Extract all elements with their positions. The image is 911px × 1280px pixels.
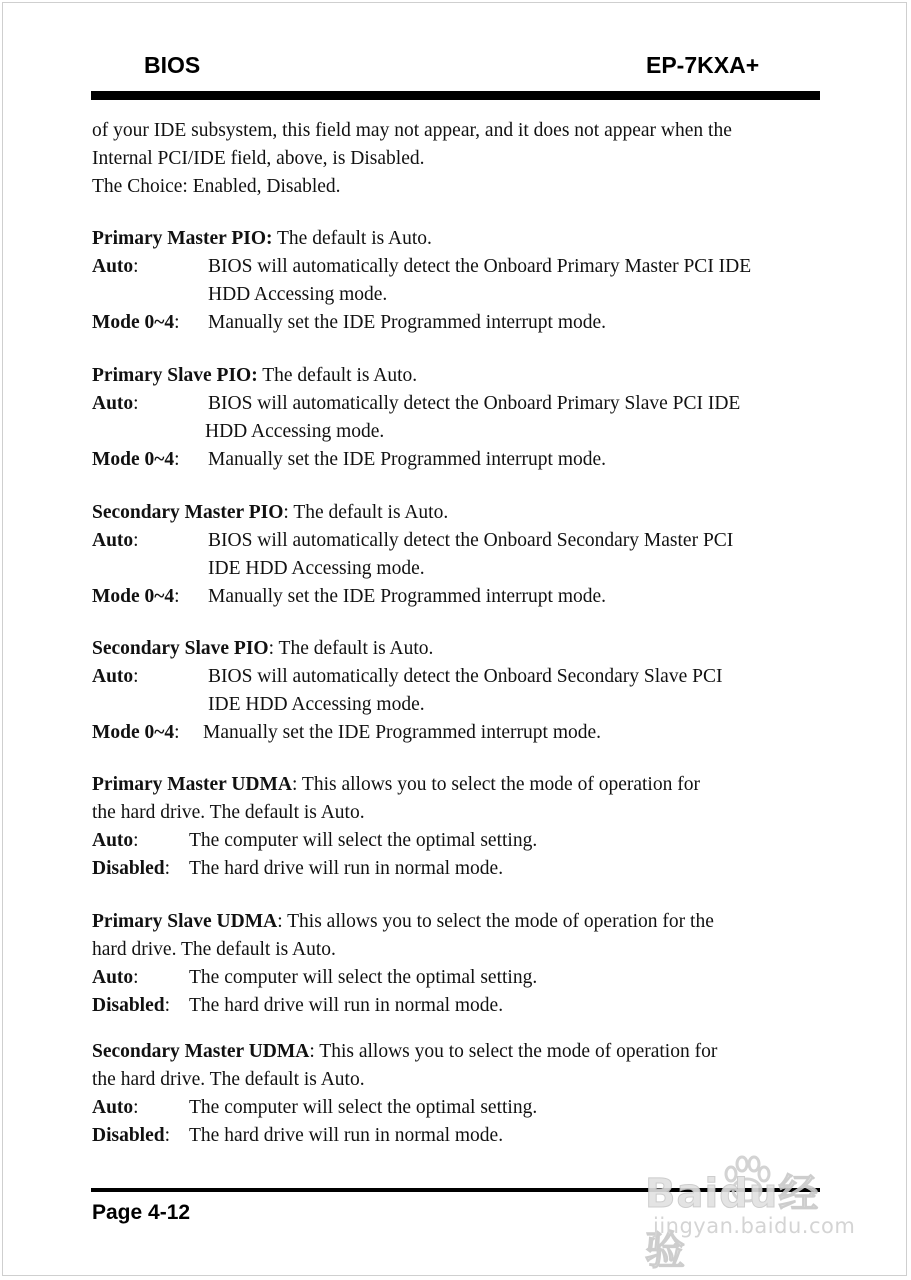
page-number: Page 4-12 <box>92 1201 191 1224</box>
section-line: the hard drive. The default is Auto. <box>92 802 365 823</box>
option-description: The hard drive will run in normal mode. <box>189 995 504 1016</box>
option-label: Auto <box>92 830 134 851</box>
section-title: Primary Slave UDMA <box>92 911 278 932</box>
section-title-rest: : The default is Auto. <box>283 502 449 523</box>
option-description: HDD Accessing mode. <box>205 421 385 442</box>
option-label: Auto <box>92 256 134 277</box>
option-label: Mode 0~4 <box>92 586 175 607</box>
section-line: the hard drive. The default is Auto. <box>92 1069 365 1090</box>
option-description: Manually set the IDE Programmed interrupt mode. <box>208 449 607 470</box>
section-title-rest: : The default is Auto. <box>268 638 434 659</box>
option-description: The hard drive will run in normal mode. <box>189 1125 504 1146</box>
option-label: Auto <box>92 393 134 414</box>
option-label: Auto <box>92 666 134 687</box>
section-title: Primary Slave PIO: <box>92 365 258 386</box>
option-description: BIOS will automatically detect the Onboard Primary Master PCI IDE <box>208 256 752 277</box>
section-line: hard drive. The default is Auto. <box>92 939 336 960</box>
option-label: Mode 0~4 <box>92 449 175 470</box>
section-title-rest: : This allows you to select the mode of operation for the <box>277 911 714 932</box>
option-description: BIOS will automatically detect the Onboard Primary Slave PCI IDE <box>208 393 741 414</box>
header-left-title: BIOS <box>144 52 201 78</box>
section-title: Secondary Master UDMA <box>92 1041 310 1062</box>
watermark-logo: Baidu经验 <box>645 1171 820 1274</box>
pio-section-secondary-slave: Secondary Slave PIO: The default is Auto. Auto: BIOS will automatically detect the Onboard Secondary Slave PCI IDE HDD Accessing mode. Mode 0~4: Manually set the IDE Programmed interrupt mode. <box>92 635 832 747</box>
option-description: Manually set the IDE Programmed interrupt mode. <box>203 722 602 743</box>
udma-section-secondary-master: Secondary Master UDMA: This allows you to select the mode of operation for the hard drive. The default is Auto. Auto: The computer will select the optimal setting. Disabled: The hard drive will run in normal mode. <box>92 1038 832 1150</box>
udma-section-primary-slave: Primary Slave UDMA: This allows you to select the mode of operation for the hard drive. The default is Auto. Auto: The computer will select the optimal setting. Disabled: The hard drive will run in normal mode. <box>92 908 832 1020</box>
option-description: IDE HDD Accessing mode. <box>208 694 425 715</box>
option-label: Disabled <box>92 1125 165 1146</box>
option-label: Disabled <box>92 858 165 879</box>
section-title: Secondary Master PIO <box>92 502 284 523</box>
pio-section-primary-master: Primary Master PIO: The default is Auto. Auto: BIOS will automatically detect the Onboard Primary Master PCI IDE HDD Accessing mode. Mode 0~4: Manually set the IDE Programmed interrupt mode. <box>92 225 832 337</box>
option-label: Disabled <box>92 995 165 1016</box>
option-label: Mode 0~4 <box>92 312 175 333</box>
intro-line: of your IDE subsystem, this field may not appear, and it does not appear when the <box>92 120 732 141</box>
option-label: Auto <box>92 1097 134 1118</box>
header-rule <box>91 91 820 100</box>
intro-line: Internal PCI/IDE field, above, is Disabled. <box>92 148 425 169</box>
option-description: Manually set the IDE Programmed interrupt mode. <box>208 586 607 607</box>
udma-section-primary-master: Primary Master UDMA: This allows you to select the mode of operation for the hard drive. The default is Auto. Auto: The computer will select the optimal setting. Disabled: The hard drive will run in normal mode. <box>92 771 832 883</box>
section-title-rest: The default is Auto. <box>272 228 432 249</box>
pio-section-secondary-master: Secondary Master PIO: The default is Auto. Auto: BIOS will automatically detect the Onboard Secondary Master PCI IDE HDD Accessing mode. Mode 0~4: Manually set the IDE Programmed interrupt mode. <box>92 499 832 611</box>
watermark <box>645 1150 860 1274</box>
intro-line: The Choice: Enabled, Disabled. <box>92 176 341 197</box>
watermark-url: jingyan.baidu.com <box>653 1214 856 1238</box>
section-title: Primary Master PIO: <box>92 228 273 249</box>
page-content <box>92 117 832 1150</box>
option-description: The computer will select the optimal setting. <box>189 967 538 988</box>
pio-section-primary-slave: Primary Slave PIO: The default is Auto. Auto: BIOS will automatically detect the Onboard Primary Slave PCI IDE HDD Accessing mode. Mode 0~4: Manually set the IDE Programmed interrupt mode. <box>92 362 832 474</box>
section-title-rest: : This allows you to select the mode of operation for <box>309 1041 718 1062</box>
section-title: Primary Master UDMA <box>92 774 292 795</box>
option-label: Auto <box>92 530 134 551</box>
option-description: The computer will select the optimal setting. <box>189 830 538 851</box>
option-description: BIOS will automatically detect the Onboard Secondary Slave PCI <box>208 666 723 687</box>
option-description: HDD Accessing mode. <box>208 284 388 305</box>
option-description: IDE HDD Accessing mode. <box>208 558 425 579</box>
section-title-rest: : This allows you to select the mode of operation for <box>291 774 700 795</box>
option-description: BIOS will automatically detect the Onboard Secondary Master PCI <box>208 530 734 551</box>
header-right-model: EP-7KXA+ <box>646 52 760 78</box>
option-description: The computer will select the optimal setting. <box>189 1097 538 1118</box>
option-description: The hard drive will run in normal mode. <box>189 858 504 879</box>
section-title: Secondary Slave PIO <box>92 638 269 659</box>
intro-paragraph <box>92 117 832 201</box>
option-label: Mode 0~4 <box>92 722 175 743</box>
option-label: Auto <box>92 967 134 988</box>
section-title-rest: The default is Auto. <box>257 365 418 386</box>
option-description: Manually set the IDE Programmed interrupt mode. <box>208 312 607 333</box>
